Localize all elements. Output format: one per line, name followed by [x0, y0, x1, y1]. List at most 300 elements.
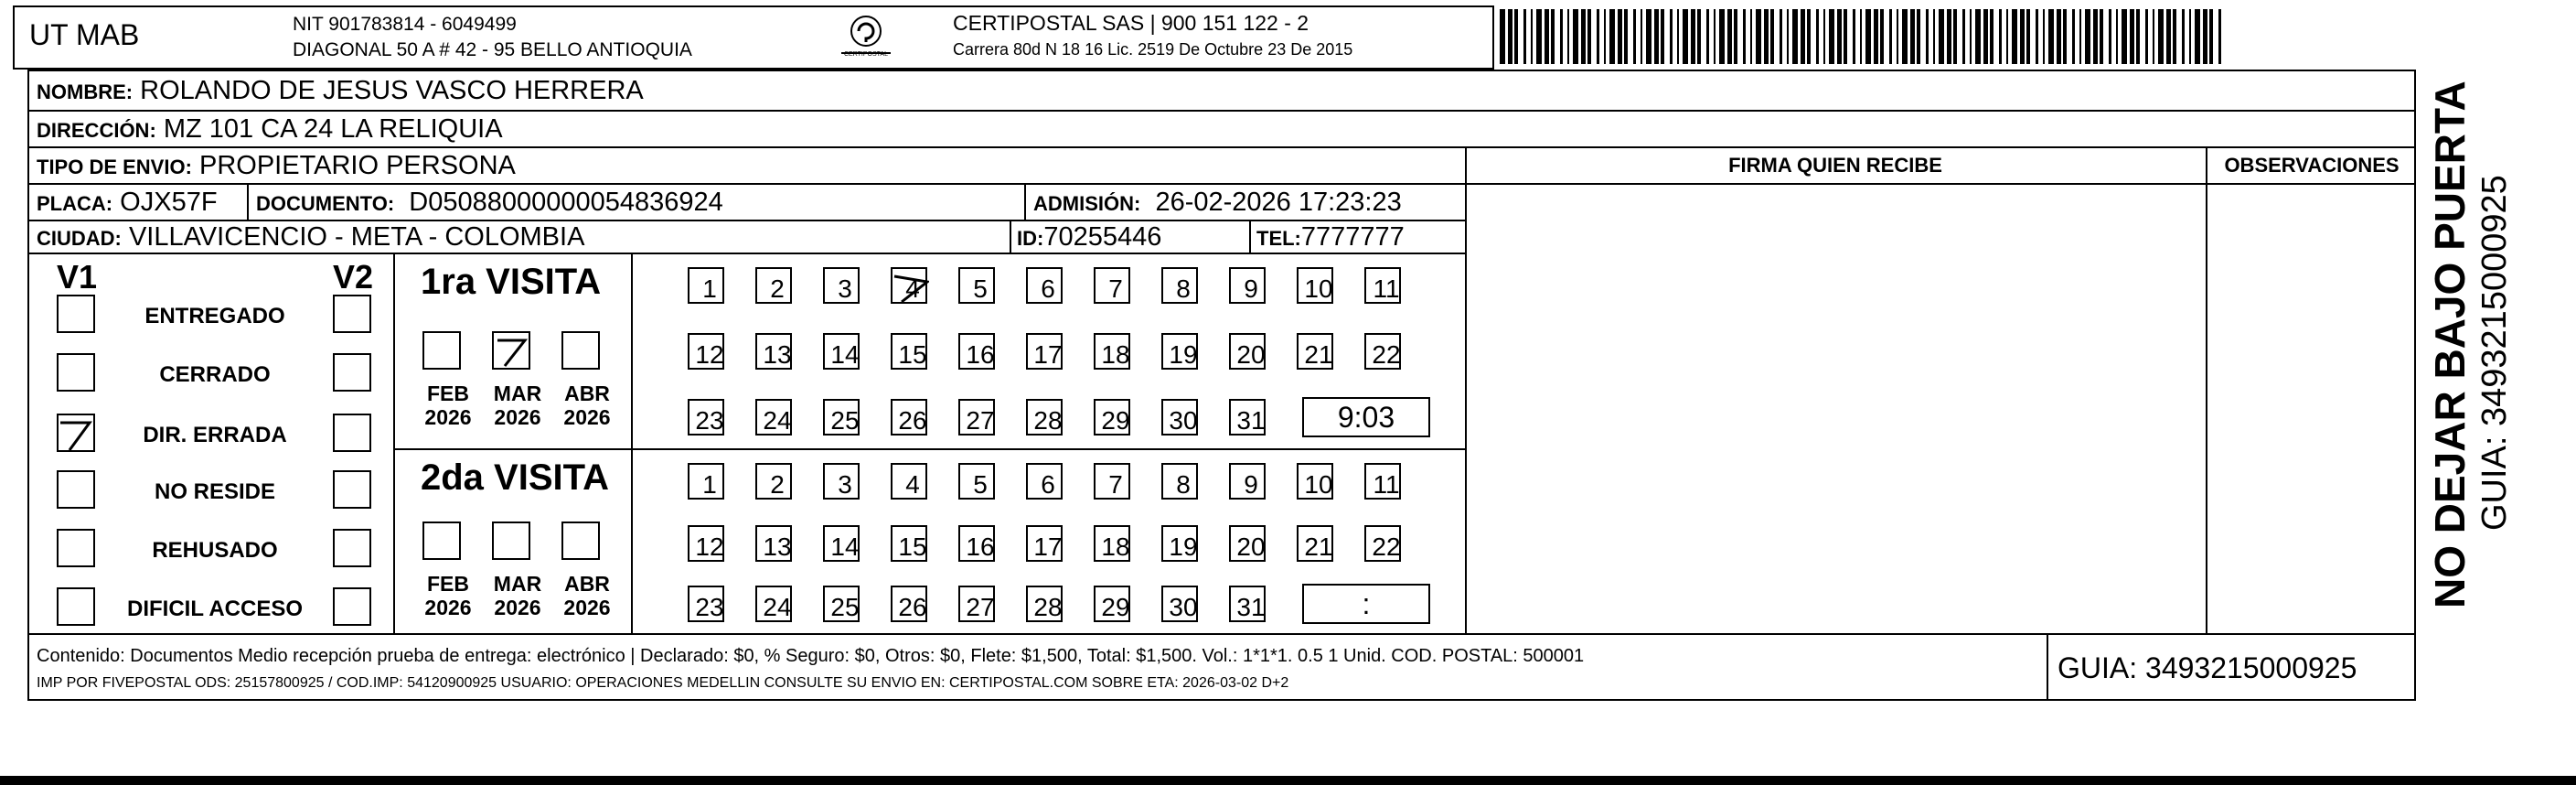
day-number: 31 — [1236, 593, 1266, 621]
day-number: 12 — [695, 532, 724, 561]
barcode-bar — [1880, 9, 1884, 64]
day-number: 7 — [1108, 470, 1123, 499]
divider — [1465, 183, 2416, 185]
barcode-bar — [2012, 9, 2017, 64]
barcode-bar — [2043, 9, 2045, 64]
day-box[interactable] — [1161, 463, 1198, 500]
barcode-bar — [1764, 9, 1769, 64]
day-box[interactable] — [1364, 333, 1401, 370]
day-box[interactable] — [1161, 333, 1198, 370]
day-number: 18 — [1101, 340, 1130, 369]
day-box[interactable] — [1094, 586, 1130, 622]
barcode-bar — [1889, 9, 1892, 64]
barcode-bar — [1641, 9, 1642, 64]
barcode-bar — [2145, 9, 2148, 64]
day-box[interactable] — [958, 463, 995, 500]
day-box[interactable] — [688, 267, 724, 304]
barcode-bar — [1719, 9, 1725, 64]
divider — [1024, 183, 1026, 220]
barcode-bar — [1816, 9, 1819, 64]
day-number: 14 — [830, 532, 860, 561]
barcode-bar — [2020, 9, 2025, 64]
year-label: 2026 — [494, 405, 541, 429]
v1-checkbox[interactable] — [57, 414, 95, 452]
day-box[interactable] — [891, 399, 927, 436]
barcode-bar — [2122, 9, 2127, 64]
documento-value: D05088000000054836924 — [409, 188, 723, 217]
tel-label: TEL: — [1256, 227, 1301, 250]
barcode-bar — [1902, 9, 1908, 64]
divider — [393, 253, 395, 633]
day-number: 26 — [898, 406, 927, 435]
day-box[interactable] — [1364, 267, 1401, 304]
barcode-bar — [1865, 9, 1871, 64]
day-box[interactable] — [1161, 267, 1198, 304]
barcode-bar — [1975, 9, 1981, 64]
placa-label: PLACA: — [37, 192, 113, 215]
barcode-bar — [1756, 9, 1761, 64]
day-box[interactable] — [891, 333, 927, 370]
day-box[interactable] — [823, 463, 860, 500]
barcode — [1500, 9, 2231, 64]
day-number: 6 — [1041, 470, 1055, 499]
month-label: FEB — [427, 382, 469, 405]
barcode-bar — [1567, 9, 1569, 64]
barcode-bar — [1962, 9, 1965, 64]
v2-checkbox[interactable] — [333, 295, 371, 333]
day-number: 8 — [1176, 470, 1191, 499]
day-number: 24 — [763, 593, 792, 621]
v1-header: V1 — [57, 258, 98, 296]
time-box[interactable]: 9:03 — [1302, 397, 1430, 437]
barcode-bar — [1770, 9, 1774, 64]
year-label: 2026 — [563, 405, 611, 429]
barcode-bar — [1618, 9, 1622, 64]
barcode-bar — [2218, 9, 2221, 64]
id-row — [1017, 221, 1161, 254]
observaciones-header: OBSERVACIONES — [2224, 154, 2400, 177]
day-box[interactable] — [823, 525, 860, 562]
v1-checkbox[interactable] — [57, 587, 95, 626]
barcode-bar — [1933, 9, 1935, 64]
barcode-bar — [1953, 9, 1957, 64]
barcode-bar — [2100, 9, 2103, 64]
v2-checkbox[interactable] — [333, 529, 371, 567]
barcode-bar — [2166, 9, 2171, 64]
status-label: REHUSADO — [152, 538, 278, 563]
day-box[interactable] — [958, 267, 995, 304]
year-label: 2026 — [424, 405, 472, 429]
day-number: 21 — [1304, 340, 1333, 369]
barcode-bar — [2195, 9, 2200, 64]
divider — [27, 633, 2416, 635]
placa-row — [37, 187, 218, 220]
barcode-bar — [1646, 9, 1651, 64]
day-number: 29 — [1101, 593, 1130, 621]
nombre-value: ROLANDO DE JESUS VASCO HERRERA — [140, 76, 644, 105]
day-box[interactable] — [823, 586, 860, 622]
day-box[interactable] — [755, 267, 792, 304]
v1-checkbox[interactable] — [57, 529, 95, 567]
month-checkbox[interactable] — [561, 331, 600, 370]
barcode-bar — [1624, 9, 1628, 64]
direccion-row — [37, 113, 503, 146]
day-box[interactable] — [1297, 267, 1333, 304]
day-number: 27 — [966, 406, 995, 435]
barcode-bar — [2153, 9, 2154, 64]
barcode-bar — [1910, 9, 1915, 64]
carrier-license: Carrera 80d N 18 16 Lic. 2519 De Octubre 23 De 2015 — [953, 40, 1353, 59]
day-box[interactable] — [1094, 399, 1130, 436]
divider — [1249, 220, 1251, 253]
barcode-bar — [2036, 9, 2038, 64]
documento-label: DOCUMENTO: — [256, 192, 395, 215]
barcode-bar — [1661, 9, 1664, 64]
barcode-bar — [2063, 9, 2067, 64]
divider — [247, 183, 249, 220]
day-number: 16 — [966, 340, 995, 369]
barcode-bar — [1697, 9, 1701, 64]
barcode-bar — [1677, 9, 1679, 64]
day-box[interactable] — [1161, 525, 1198, 562]
divider — [27, 146, 2416, 148]
day-box[interactable] — [891, 525, 927, 562]
barcode-bar — [1604, 9, 1606, 64]
barcode-bar — [1860, 9, 1862, 64]
day-box[interactable] — [891, 463, 927, 500]
day-number: 19 — [1169, 532, 1198, 561]
barcode-bar — [2085, 9, 2090, 64]
day-number: 22 — [1372, 340, 1401, 369]
day-number: 2 — [770, 470, 785, 499]
barcode-bar — [1633, 9, 1636, 64]
day-box[interactable] — [1094, 463, 1130, 500]
barcode-bar — [1597, 9, 1599, 64]
barcode-bar — [2026, 9, 2030, 64]
day-box[interactable] — [1161, 586, 1198, 622]
barcode-bar — [1926, 9, 1929, 64]
day-box[interactable] — [1094, 267, 1130, 304]
barcode-bar — [1874, 9, 1878, 64]
month-checkbox[interactable] — [561, 522, 600, 560]
ciudad-row — [37, 221, 584, 254]
year-label: 2026 — [563, 596, 611, 619]
side-warning: NO DEJAR BAJO PUERTA — [2426, 81, 2474, 608]
barcode-bar — [1792, 9, 1798, 64]
company-nit: NIT 901783814 - 6049499 — [293, 14, 517, 35]
day-mark — [893, 269, 929, 314]
nombre-row — [37, 75, 644, 108]
day-box[interactable] — [755, 333, 792, 370]
day-number: 7 — [1108, 274, 1123, 303]
tel-value: 7777777 — [1300, 222, 1405, 252]
day-number: 30 — [1169, 406, 1198, 435]
day-box[interactable] — [958, 333, 995, 370]
day-box[interactable] — [755, 525, 792, 562]
day-number: 3 — [838, 470, 852, 499]
barcode-bar — [2109, 9, 2111, 64]
divider — [631, 253, 633, 633]
barcode-bar — [1823, 9, 1825, 64]
day-number: 25 — [830, 406, 860, 435]
barcode-bar — [1917, 9, 1920, 64]
firma-header: FIRMA QUIEN RECIBE — [1728, 154, 1942, 177]
day-number: 21 — [1304, 532, 1333, 561]
day-number: 30 — [1169, 593, 1198, 621]
v2-checkbox[interactable] — [333, 414, 371, 452]
barcode-bar — [1807, 9, 1811, 64]
day-number: 8 — [1176, 274, 1191, 303]
day-number: 2 — [770, 274, 785, 303]
barcode-bar — [2130, 9, 2134, 64]
day-box[interactable] — [688, 333, 724, 370]
day-number: 1 — [702, 470, 717, 499]
day-box[interactable] — [1026, 333, 1063, 370]
carrier-name: CERTIPOSTAL SAS | 900 151 122 - 2 — [953, 11, 1309, 35]
nombre-label: NOMBRE: — [37, 81, 134, 103]
day-box[interactable] — [1229, 525, 1266, 562]
day-box[interactable] — [688, 399, 724, 436]
certipostal-logo-icon — [834, 13, 898, 62]
day-number: 28 — [1033, 593, 1063, 621]
barcode-bar — [1837, 9, 1842, 64]
divider — [27, 253, 1465, 254]
barcode-bar — [2057, 9, 2061, 64]
month-checkbox[interactable] — [492, 331, 530, 370]
barcode-bar — [1670, 9, 1673, 64]
day-box[interactable] — [1026, 463, 1063, 500]
ciudad-label: CIUDAD: — [37, 227, 122, 250]
footer-line1: Contenido: Documentos Medio recepción prueba de entrega: electrónico | Declarado: $0, % Seguro: $0, Otros: $0, Flete: $1,500, Total: $1,500. Vol.: 1*1*1. 0.5 1 Unid. COD. POSTAL: 500001 — [37, 646, 1585, 666]
barcode-bar — [2116, 9, 2118, 64]
day-number: 18 — [1101, 532, 1130, 561]
day-number: 11 — [1373, 274, 1400, 303]
day-box[interactable] — [1297, 463, 1333, 500]
barcode-bar — [1545, 9, 1549, 64]
barcode-bar — [2173, 9, 2176, 64]
barcode-bar — [1531, 9, 1533, 64]
barcode-bar — [2093, 9, 2098, 64]
day-number: 11 — [1373, 470, 1400, 499]
barcode-bar — [1500, 9, 1505, 64]
barcode-bar — [1734, 9, 1737, 64]
barcode-bar — [1780, 9, 1782, 64]
day-box[interactable] — [755, 399, 792, 436]
visit2-title: 2da VISITA — [421, 457, 609, 498]
day-box[interactable] — [1094, 525, 1130, 562]
barcode-bar — [1999, 9, 2002, 64]
day-box[interactable] — [688, 586, 724, 622]
day-box[interactable] — [1026, 267, 1063, 304]
day-number: 26 — [898, 593, 927, 621]
barcode-bar — [1750, 9, 1752, 64]
direccion-value: MZ 101 CA 24 LA RELIQUIA — [163, 114, 503, 144]
day-box[interactable] — [1297, 333, 1333, 370]
day-box[interactable] — [958, 399, 995, 436]
v1-checkbox[interactable] — [57, 295, 95, 333]
barcode-bar — [1990, 9, 1993, 64]
day-box[interactable] — [688, 463, 724, 500]
day-number: 20 — [1236, 532, 1266, 561]
day-number: 29 — [1101, 406, 1130, 435]
day-number: 19 — [1169, 340, 1198, 369]
day-box[interactable] — [958, 525, 995, 562]
day-box[interactable] — [688, 525, 724, 562]
barcode-bar — [1654, 9, 1659, 64]
barcode-bar — [2072, 9, 2075, 64]
day-number: 28 — [1033, 406, 1063, 435]
month-label: ABR — [564, 382, 610, 405]
day-number: 10 — [1304, 470, 1333, 499]
month-label: FEB — [427, 572, 469, 596]
day-number: 17 — [1033, 340, 1063, 369]
tipo-row — [37, 150, 516, 183]
barcode-bar — [1897, 9, 1898, 64]
barcode-bar — [1706, 9, 1709, 64]
barcode-bar — [2189, 9, 2191, 64]
barcode-bar — [1829, 9, 1834, 64]
side-guia: GUIA: 3493215000925 — [2475, 175, 2514, 531]
day-number: 27 — [966, 593, 995, 621]
v1-checkbox[interactable] — [57, 470, 95, 509]
v2-checkbox[interactable] — [333, 470, 371, 509]
day-box[interactable] — [823, 399, 860, 436]
divider — [2047, 633, 2048, 701]
day-box[interactable] — [1229, 399, 1266, 436]
company-name: UT MAB — [29, 18, 140, 51]
direccion-label: DIRECCIÓN: — [37, 119, 156, 142]
month-label: ABR — [564, 572, 610, 596]
admision-label: ADMISIÓN: — [1033, 192, 1141, 215]
day-box[interactable] — [1229, 586, 1266, 622]
day-number: 13 — [763, 532, 792, 561]
day-box[interactable] — [823, 267, 860, 304]
barcode-bar — [1560, 9, 1563, 64]
barcode-bar — [1609, 9, 1615, 64]
month-checkbox[interactable] — [492, 522, 530, 560]
day-box[interactable] — [891, 586, 927, 622]
barcode-bar — [1581, 9, 1586, 64]
barcode-bar — [1514, 9, 1518, 64]
day-box[interactable] — [1161, 399, 1198, 436]
divider — [1465, 146, 1467, 633]
company-address: DIAGONAL 50 A # 42 - 95 BELLO ANTIOQUIA — [293, 39, 692, 60]
day-number: 25 — [830, 593, 860, 621]
day-box[interactable] — [1229, 267, 1266, 304]
day-box[interactable] — [823, 333, 860, 370]
divider — [27, 110, 2416, 112]
day-number: 24 — [763, 406, 792, 435]
day-number: 15 — [898, 340, 927, 369]
day-number: 10 — [1304, 274, 1333, 303]
v2-checkbox[interactable] — [333, 353, 371, 392]
barcode-bar — [1853, 9, 1855, 64]
divider — [1010, 220, 1011, 253]
status-label: CERRADO — [159, 362, 271, 387]
day-number: 5 — [973, 470, 988, 499]
barcode-bar — [1523, 9, 1526, 64]
v2-header: V2 — [333, 258, 374, 296]
day-box[interactable] — [755, 586, 792, 622]
day-box[interactable] — [1364, 525, 1401, 562]
barcode-bar — [1536, 9, 1542, 64]
barcode-bar — [2048, 9, 2054, 64]
barcode-bar — [1743, 9, 1746, 64]
id-value: 70255446 — [1043, 222, 1162, 252]
barcode-bar — [2182, 9, 2185, 64]
day-number: 17 — [1033, 532, 1063, 561]
barcode-bar — [1508, 9, 1512, 64]
ciudad-value: VILLAVICENCIO - META - COLOMBIA — [128, 222, 585, 252]
barcode-bar — [1970, 9, 1972, 64]
day-box[interactable] — [755, 463, 792, 500]
day-number: 16 — [966, 532, 995, 561]
visit1-title: 1ra VISITA — [421, 262, 602, 302]
barcode-bar — [2158, 9, 2164, 64]
v2-checkbox[interactable] — [333, 587, 371, 626]
day-box[interactable] — [1026, 586, 1063, 622]
day-number: 23 — [695, 593, 724, 621]
month-checkbox[interactable] — [422, 331, 461, 370]
day-number: 15 — [898, 532, 927, 561]
day-number: 1 — [702, 274, 717, 303]
bottom-band — [0, 776, 2576, 785]
month-label: MAR — [493, 572, 542, 596]
day-box[interactable] — [891, 267, 927, 304]
status-label: ENTREGADO — [144, 304, 285, 328]
day-box[interactable] — [1364, 463, 1401, 500]
tipo-value: PROPIETARIO PERSONA — [198, 151, 516, 180]
divider — [2206, 146, 2207, 633]
day-box[interactable] — [1229, 463, 1266, 500]
barcode-bar — [2079, 9, 2081, 64]
day-box[interactable] — [1026, 399, 1063, 436]
barcode-bar — [1551, 9, 1555, 64]
admision-row — [1033, 187, 1402, 220]
day-number: 13 — [763, 340, 792, 369]
day-number: 9 — [1244, 470, 1258, 499]
day-number: 9 — [1244, 274, 1258, 303]
barcode-bar — [1801, 9, 1805, 64]
day-box[interactable] — [1026, 525, 1063, 562]
barcode-bar — [2203, 9, 2207, 64]
month-checkbox[interactable] — [422, 522, 461, 560]
logo-wordmark: CERTIPOSTAL — [844, 51, 888, 58]
barcode-bar — [1844, 9, 1847, 64]
barcode-bar — [1787, 9, 1789, 64]
day-box[interactable] — [1094, 333, 1130, 370]
year-label: 2026 — [494, 596, 541, 619]
day-number: 22 — [1372, 532, 1401, 561]
day-box[interactable] — [1229, 333, 1266, 370]
day-box[interactable] — [1297, 525, 1333, 562]
v1-checkbox[interactable] — [57, 353, 95, 392]
day-box[interactable] — [958, 586, 995, 622]
day-number: 20 — [1236, 340, 1266, 369]
day-number: 31 — [1236, 406, 1266, 435]
tipo-label: TIPO DE ENVIO: — [37, 156, 192, 178]
day-number: 12 — [695, 340, 724, 369]
barcode-bar — [2209, 9, 2213, 64]
barcode-bar — [1691, 9, 1695, 64]
barcode-bar — [1727, 9, 1732, 64]
status-label: NO RESIDE — [154, 479, 276, 504]
day-number: 14 — [830, 340, 860, 369]
day-number: 3 — [838, 274, 852, 303]
time-box[interactable]: : — [1302, 584, 1430, 624]
day-number: 4 — [905, 274, 920, 303]
day-number: 6 — [1041, 274, 1055, 303]
